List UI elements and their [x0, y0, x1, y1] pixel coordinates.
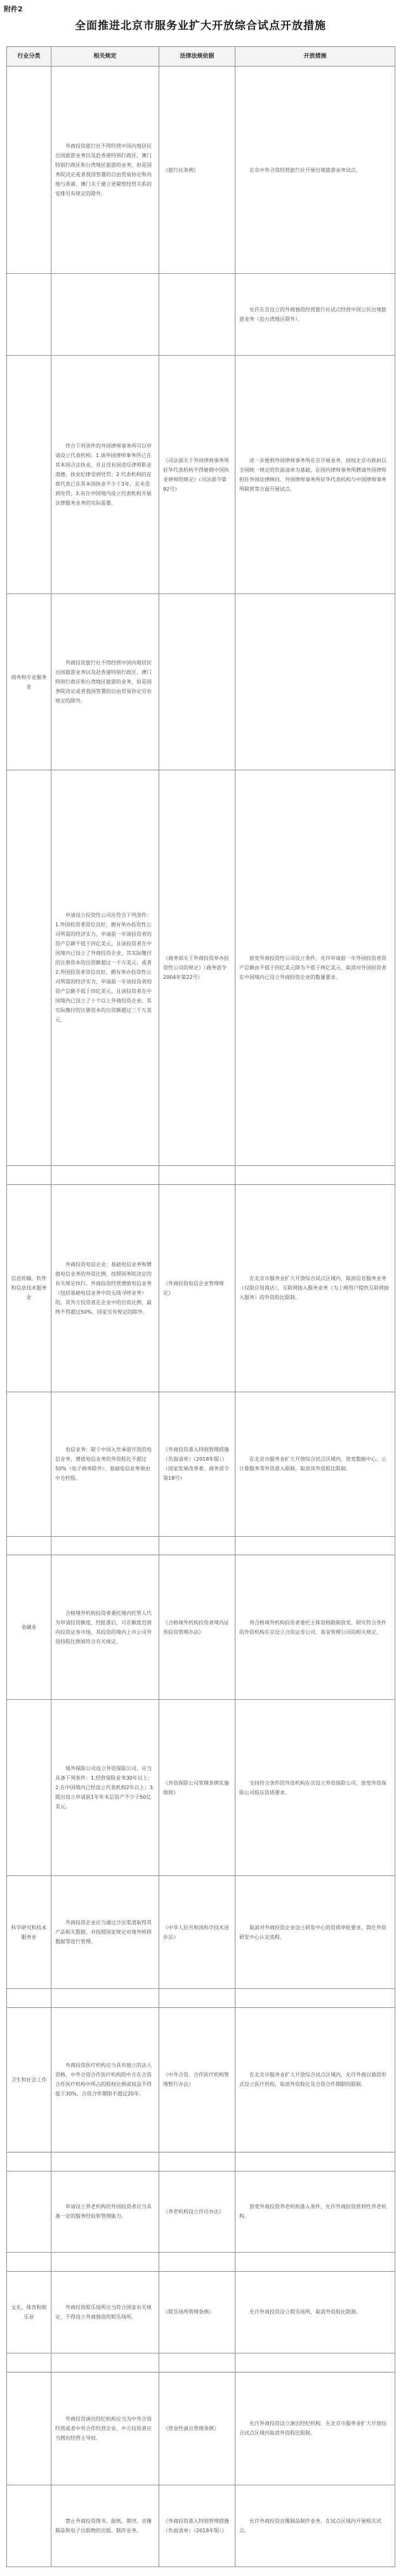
legal-basis-cell: 《商务部关于外商投资举办投资性公司的规定》（商务部令2004年第22号） — [159, 770, 235, 1165]
regulation-cell — [51, 2353, 159, 2372]
measure-cell — [235, 594, 395, 770]
regulation-cell — [51, 1989, 159, 2008]
table-row — [7, 1166, 395, 1185]
table-row — [7, 2353, 395, 2372]
measure-cell: 允许外商投资设立演出经纪机构，在北京市服务业扩大开放综合试点区域内取消外资股比限制。 — [235, 2372, 395, 2485]
regulation-cell: 外商投资旅行社不得经营中国内地居民出国旅游业务以及赴香港特别行政区、澳门特别行政区和台湾地区旅游的业务，但是国务院决定或者我国签署的自由贸易协定和内地与香港、澳门关于建立更紧密经贸关系的安排另有规定的除外。 — [51, 67, 159, 274]
legal-basis-cell — [159, 1166, 235, 1185]
legal-basis-cell: 《养老机构设立许可办法》 — [159, 2171, 235, 2253]
category-cell: 科学研究和技术服务业 — [7, 1875, 51, 1988]
category-cell — [7, 2253, 51, 2272]
category-cell — [7, 274, 51, 356]
regulation-cell: 合格境外机构投资者委托境内托管人代为申请投资额度，经批准后，可在额度范围内投资证券市场，其投资的境内上市公司外资持股比例须符合有关规定。 — [51, 1555, 159, 1700]
legal-basis-cell: 《合格境外机构投资者境内证券投资管理办法》 — [159, 1555, 235, 1700]
table-row — [7, 2152, 395, 2171]
regulation-cell: 外商投资旅行社不得经营中国内地居民出国旅游业务以及赴香港特别行政区、澳门特别行政区和台湾地区旅游的业务，但是国务院决定或者我国签署的自由贸易协定另有规定的除外。 — [51, 594, 159, 770]
measures-table — [6, 46, 395, 2567]
measure-cell: 允许在京设立的外商独资经营旅行社试点经营中国公民出境旅游业务（赴台湾地区除外）。 — [235, 274, 395, 356]
table-row — [7, 1184, 395, 1392]
legal-basis-cell: 《外资保险公司管理条例实施细则》 — [159, 1700, 235, 1875]
category-cell — [7, 2152, 51, 2171]
category-cell — [7, 770, 51, 1165]
regulation-cell: 境外保险公司设立外资保险公司，应当具备下列条件：1.经营保险业务30年以上；2.在中国境内已经设立代表机构2年以上；3.提出设立申请前1年年末总资产不少于50亿美元。 — [51, 1700, 159, 1875]
regulation-cell — [51, 2152, 159, 2171]
regulation-cell: 申请设立养老机构的外国投资者应当具备一定的服务经验和管理能力。 — [51, 2171, 159, 2253]
category-cell — [7, 1989, 51, 2008]
header-regulation: 相关规定 — [51, 47, 159, 67]
header-category: 行业分类 — [7, 47, 51, 67]
regulation-cell: 外商投资娱乐场所应当符合国家有关规定，不得设立外商独资的娱乐场所。 — [51, 2272, 159, 2353]
table-row — [7, 1700, 395, 1875]
regulation-cell — [51, 274, 159, 356]
measure-cell: 在京中外合资经营旅行社开展出境旅游业务试点。 — [235, 67, 395, 274]
regulation-cell — [51, 1166, 159, 1185]
legal-basis-cell — [159, 2253, 235, 2272]
table-row — [7, 2272, 395, 2353]
regulation-cell: 外商投资企业应当通过合法渠道取得其产品相关数据，并按照国家规定对境外转移数据等进行管理。 — [51, 1875, 159, 1988]
legal-basis-cell — [159, 1536, 235, 1555]
legal-basis-cell: 《中外合资、合作医疗机构管理暂行办法》 — [159, 2007, 235, 2152]
measure-cell: 进一步便利外国律师事务所在京开展业务，授权北京市政府以全国统一规定的负面清单为基础，在国内律师事务所聘请外国律师担任外国法律顾问、外国律师事务所驻华代表机构与中国律师事务所联营等方面开展试点。 — [235, 355, 395, 594]
legal-basis-cell: 《司法部关于外国律师事务所驻华代表机构不得雇佣中国执业律师的规定》（司法部令第92号） — [159, 355, 235, 594]
regulation-cell — [51, 1536, 159, 1555]
header-legal-basis: 法律法规依据 — [159, 47, 235, 67]
table-row — [7, 1392, 395, 1536]
table-row — [7, 2372, 395, 2485]
measure-cell: 允许外商投资设立娱乐场所，取消外资股比限制。 — [235, 2272, 395, 2353]
table-row — [7, 1536, 395, 1555]
legal-basis-cell: 《营业性演出管理条例》 — [159, 2372, 235, 2485]
table-header-row — [7, 47, 395, 67]
measure-cell — [235, 1166, 395, 1185]
legal-basis-cell: 《娱乐场所管理条例》 — [159, 2272, 235, 2353]
table-row — [7, 1875, 395, 1988]
category-cell — [7, 1392, 51, 1536]
table-row — [7, 1989, 395, 2008]
measure-cell — [235, 1536, 395, 1555]
measure-cell — [235, 2353, 395, 2372]
category-cell — [7, 355, 51, 594]
legal-basis-cell — [159, 1989, 235, 2008]
category-cell — [7, 1536, 51, 1555]
legal-basis-cell: 《旅行社条例》 — [159, 67, 235, 274]
measure-cell: 在北京市服务业扩大开放综合试点区域内，取消信息服务业务（仅限应用商店）、互联网接入服务业务（为上网用户提供互联网接入服务）的外资股比限制。 — [235, 1184, 395, 1392]
measure-cell: 支持符合条件的外资机构在京设立外资保险公司，放宽外资保险公司股东资质要求。 — [235, 1700, 395, 1875]
table-row — [7, 2007, 395, 2152]
measure-cell: 将合格境外机构投资者委托主体资格限制放宽，研究符合条件的外资机构在京设立合资证券公司、基金管理公司的相关规定。 — [235, 1555, 395, 1700]
attachment-label: 附件2 — [4, 5, 23, 13]
category-cell — [7, 1166, 51, 1185]
table-row — [7, 2253, 395, 2272]
table-row — [7, 274, 395, 356]
measure-cell: 在北京市服务业扩大开放综合试点区域内，允许外商以独资形式设立医疗机构，取消外资股比及合资合作期限的限制。 — [235, 2007, 395, 2152]
category-cell — [7, 67, 51, 274]
regulation-cell: 申请设立投资性公司应符合下列条件：1.外国投资者资信良好，拥有举办投资性公司所需的经济实力，申请前一年该投资者的资产总额不低于四亿美元，且该投资者在中国境内已设立了外商投资企业，其实际缴付的注册资本的出资额超过一千万美元；或者2.外国投资者资信良好，拥有举办投资性公司所需的经济实力，申请前一年该投资者的资产总额不低于四亿美元，且该投资者在中国境内已设立了十个以上外商投资企业，其实际缴付的注册资本的出资额超过三千万美元。 — [51, 770, 159, 1165]
legal-basis-cell: 《外商投资电信企业管理规定》 — [159, 1184, 235, 1392]
page-title: 全面推进北京市服务业扩大开放综合试点开放措施 — [75, 20, 326, 32]
measure-cell: 取消对外商投资企业设立研发中心的资质审批要求，简化外资研发中心认定流程。 — [235, 1875, 395, 1988]
category-cell: 金融业 — [7, 1555, 51, 1700]
legal-basis-cell: 《中华人民共和国科学技术进步法》 — [159, 1875, 235, 1988]
regulation-cell: 外商投资演出经纪机构应当为中外合资经营或者中外合作经营企业，中方投资者应当拥有经营主导权。 — [51, 2372, 159, 2485]
category-cell — [7, 1700, 51, 1875]
category-cell: 信息传输、软件和信息技术服务业 — [7, 1184, 51, 1392]
table-row — [7, 2485, 395, 2566]
measure-cell — [235, 2253, 395, 2272]
table-row — [7, 594, 395, 770]
category-cell — [7, 2171, 51, 2253]
category-cell: 卫生和社会工作 — [7, 2007, 51, 2152]
legal-basis-cell — [159, 2353, 235, 2372]
legal-basis-cell — [159, 2152, 235, 2171]
measure-cell — [235, 1989, 395, 2008]
legal-basis-cell — [159, 594, 235, 770]
header-measure: 开放措施 — [235, 47, 395, 67]
legal-basis-cell: 《外商投资准入特别管理措施（负面清单）（2018年版）》（国家发展改革委、商务部令第18号） — [159, 1392, 235, 1536]
regulation-cell: 符合下列条件的外国律师事务所可以申请设立代表机构：1.该外国律师事务所已在其本国合法执业，并且没有因违反律师职业道德、执业纪律受到处罚；2.代表机构的首席代表已在其本国执业不少于3年，且未受到处罚；3.有在中国境内设立代表机构开展法律服务业务的实际需要。 — [51, 355, 159, 594]
legal-basis-cell — [159, 274, 235, 356]
regulation-cell: 电信业务：限于中国入世承诺开放的电信业务，增值电信业务的外资股比不超过50%（电子商务除外），基础电信业务须由中方控股。 — [51, 1392, 159, 1536]
category-cell — [7, 2372, 51, 2485]
regulation-cell: 外商投资医疗机构应当具有独立的法人资格，中外合资合作医疗机构的中方在合资合作医疗机构中所占的股权比例或权益不得低于30%，合资合作期限不超过20年。 — [51, 2007, 159, 2152]
measure-cell: 放宽外商投资性公司设立条件，允许申请前一年外国投资者资产总额由不低于四亿美元降为不低于两亿美元，取消对外国投资者在中国境内已设立外商投资企业的数量要求。 — [235, 770, 395, 1165]
category-cell: 文化、体育和娱乐业 — [7, 2272, 51, 2353]
table-row — [7, 67, 395, 274]
measure-cell: 允许外商投资音像制品制作业务，在试点区域内开展相关试点。 — [235, 2485, 395, 2566]
category-cell — [7, 2485, 51, 2566]
category-cell: 商务和专业服务业 — [7, 594, 51, 770]
category-cell — [7, 2353, 51, 2372]
legal-basis-cell: 《外商投资准入特别管理措施（负面清单）（2018年版）》 — [159, 2485, 235, 2566]
measure-cell — [235, 2152, 395, 2171]
table-row — [7, 770, 395, 1165]
regulation-cell: 外商投资电信企业：基础电信业务和增值电信业务的外资比例，按照国务院决定的有关规定执行。外商投资经营增值电信业务（包括基础电信业务中的无线寻呼业务）的，其外方投资者在企业中的出资比例，最终不得超过50%，国家另有规定的除外。 — [51, 1184, 159, 1392]
table-row — [7, 355, 395, 594]
regulation-cell: 禁止外商投资图书、报纸、期刊、音像制品和电子出版物的出版、制作业务。 — [51, 2485, 159, 2566]
regulation-cell — [51, 2253, 159, 2272]
table-row — [7, 1555, 395, 1700]
measure-cell: 放宽外商投资养老机构准入条件，允许外商投资营利性养老机构。 — [235, 2171, 395, 2253]
table-row — [7, 2171, 395, 2253]
measure-cell: 在北京市服务业扩大开放综合试点区域内，放宽数据中心、云计算服务等外资准入限制，取消其外资股比限制。 — [235, 1392, 395, 1536]
